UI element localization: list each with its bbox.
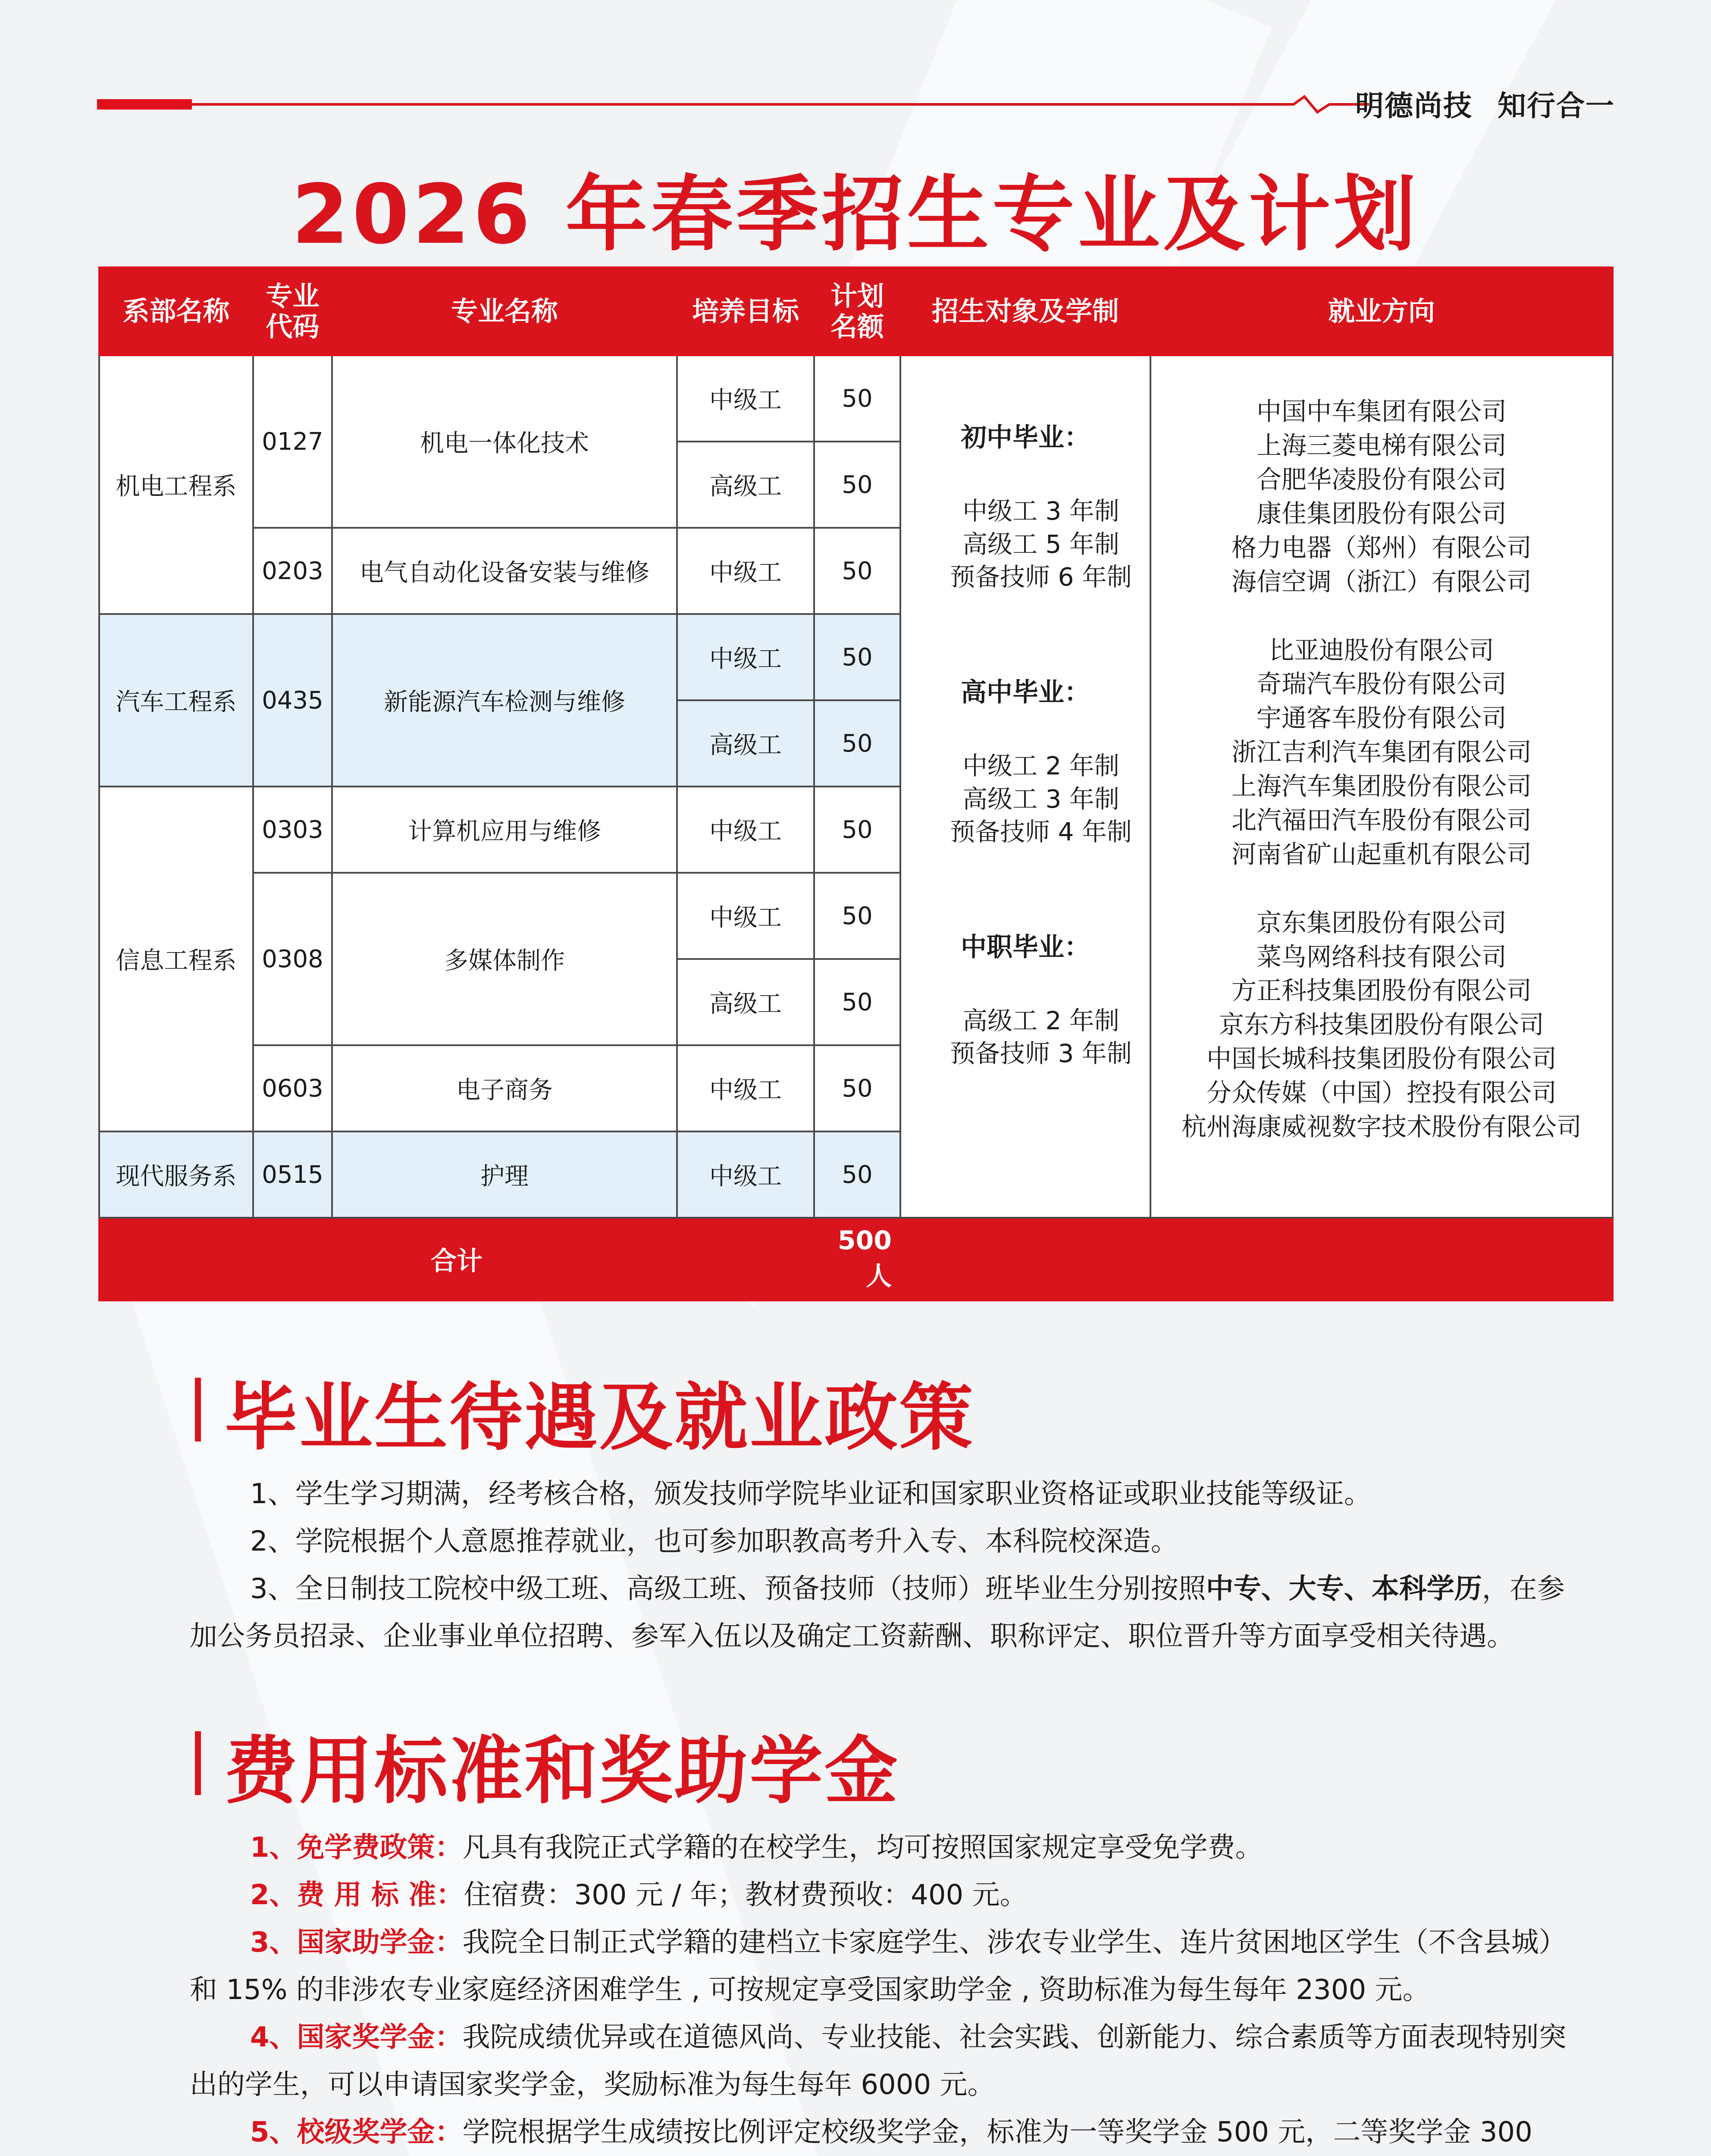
dept-cell: 汽车工程系 [99,614,253,787]
policy-item: 3、全日制技工院校中级工班、高级工班、预备技师（技师）班毕业生分别按照中专、大专、本科学历，在参加公务员招录、企业事业单位招聘、参军入伍以及确定工资薪酬、职称评定、职位晋升等方面享受相关待遇。 [190,1573,1565,1652]
quota-cell: 50 [814,442,900,528]
recruit-group: 高中毕业： 中级工 2 年制 高级工 3 年制 预备技师 4 年制 [950,677,1132,847]
quota-cell: 50 [814,528,900,614]
header-heartbeat-line [97,95,1369,114]
fee-item: 5、校级奖学金：学院根据学生成绩按比例评定校级奖学金，标准为一等奖学金 500 元，二等奖学金 300 [250,2116,1532,2148]
table-row [99,355,1613,442]
code-cell: 0515 [253,1131,332,1218]
fee-item: 2、费 用 标 准：住宿费：300 元 / 年；教材费预收：400 元。 [250,1879,1028,1911]
major-cell: 电气自动化设备安装与维修 [332,528,677,614]
quota-cell: 50 [814,787,900,873]
level-cell: 中级工 [677,1131,814,1218]
header-recruit: 招生对象及学制 [900,267,1150,355]
recruit-group: 中职毕业： 高级工 2 年制 预备技师 3 年制 [950,932,1132,1069]
level-cell: 高级工 [677,700,814,787]
quota-cell: 50 [814,1131,900,1218]
code-cell: 0308 [253,873,332,1045]
quota-cell: 50 [814,873,900,959]
level-cell: 中级工 [677,1045,814,1131]
policy-item: 2、学院根据个人意愿推荐就业，也可参加职教高考升入专、本科院校深造。 [250,1526,1178,1557]
dept-cell: 信息工程系 [99,787,253,1131]
section-title-fees: 费用标准和奖助学金 [224,1729,900,1814]
quota-cell: 50 [814,700,900,787]
level-cell: 中级工 [677,528,814,614]
major-cell: 新能源汽车检测与维修 [332,614,677,787]
major-cell: 电子商务 [332,1045,677,1131]
section-title-policy: 毕业生待遇及就业政策 [224,1375,975,1460]
major-cell: 多媒体制作 [332,873,677,1045]
dept-cell: 现代服务系 [99,1131,253,1218]
section-marker [195,1378,201,1442]
level-cell: 高级工 [677,959,814,1045]
total-blank [900,1218,1613,1300]
level-cell: 中级工 [677,873,814,959]
quota-cell: 50 [814,614,900,700]
recruit-cell [900,355,1150,1218]
quota-cell: 50 [814,355,900,442]
page-header [97,89,1615,122]
dept-cell: 机电工程系 [99,355,253,614]
code-cell: 0303 [253,787,332,873]
level-cell: 中级工 [677,355,814,442]
table-header-row [99,267,1613,355]
header-code: 专业 代码 [253,267,332,355]
jobs-group: 比亚迪股份有限公司 奇瑞汽车股份有限公司 宇通客车股份有限公司 浙江吉利汽车集团有限公司 上海汽车集团股份有限公司 北汽福田汽车股份有限公司 河南省矿山起重机有限公司 [1231,635,1532,869]
fee-item: 1、免学费政策：凡具有我院正式学籍的在校学生，均可按照国家规定享受免学费。 [250,1832,1263,1864]
slogan-right: 知行合一 [1498,89,1615,122]
code-cell: 0603 [253,1045,332,1131]
jobs-group: 京东集团股份有限公司 菜鸟网络科技有限公司 方正科技集团股份有限公司 京东方科技集团股份有限公司 中国长城科技集团股份有限公司 分众传媒（中国）控投有限公司 杭州海康威视数字技术股份有限公司 [1181,908,1582,1141]
header-jobs: 就业方向 [1150,267,1613,355]
header-slogan [1355,83,1615,124]
total-label: 合计 [99,1218,814,1300]
code-cell: 0127 [253,355,332,528]
section-fees-body [190,1824,1583,2156]
quota-cell: 50 [814,959,900,1045]
section-policy-body [190,1470,1583,1660]
fee-item: 3、国家助学金：我院全日制正式学籍的建档立卡家庭学生、涉农专业学生、连片贫困地区学生（不含县城）和 15% 的非涉农专业家庭经济困难学生 , 可按规定享受国家助学金 , 资助标准为每生每年 2300 元。 [190,1927,1567,2006]
enrollment-plan-table [98,266,1614,1301]
jobs-cell [1150,355,1613,1218]
header-level: 培养目标 [677,267,814,355]
major-cell: 护理 [332,1131,677,1218]
code-cell: 0435 [253,614,332,787]
recruit-group: 初中毕业： 中级工 3 年制 高级工 5 年制 预备技师 6 年制 [950,423,1132,592]
page-title: 2026 年春季招生专业及计划 [291,167,1420,262]
jobs-group: 中国中车集团有限公司 上海三菱电梯有限公司 合肥华凌股份有限公司 康佳集团股份有限公司 格力电器（郑州）有限公司 海信空调（浙江）有限公司 [1231,397,1532,596]
fee-item: 4、国家奖学金：我院成绩优异或在道德风尚、专业技能、社会实践、创新能力、综合素质等方面表现特别突出的学生，可以申请国家奖学金，奖励标准为每生每年 6000 元。 [190,2021,1567,2101]
major-cell: 机电一体化技术 [332,355,677,528]
quota-cell: 50 [814,1045,900,1131]
level-cell: 中级工 [677,614,814,700]
level-cell: 中级工 [677,787,814,873]
section-marker [195,1731,201,1795]
policy-item: 1、学生学习期满，经考核合格，颁发技师学院毕业证和国家职业资格证或职业技能等级证。 [250,1478,1372,1510]
header-dept: 系部名称 [99,267,253,355]
table-total-row [99,1218,1613,1300]
level-cell: 高级工 [677,442,814,528]
code-cell: 0203 [253,528,332,614]
header-major: 专业名称 [332,267,677,355]
header-quota: 计划 名额 [814,267,900,355]
slogan-left: 明德尚技 [1355,89,1473,122]
total-value: 500 人 [814,1218,900,1300]
major-cell: 计算机应用与维修 [332,787,677,873]
